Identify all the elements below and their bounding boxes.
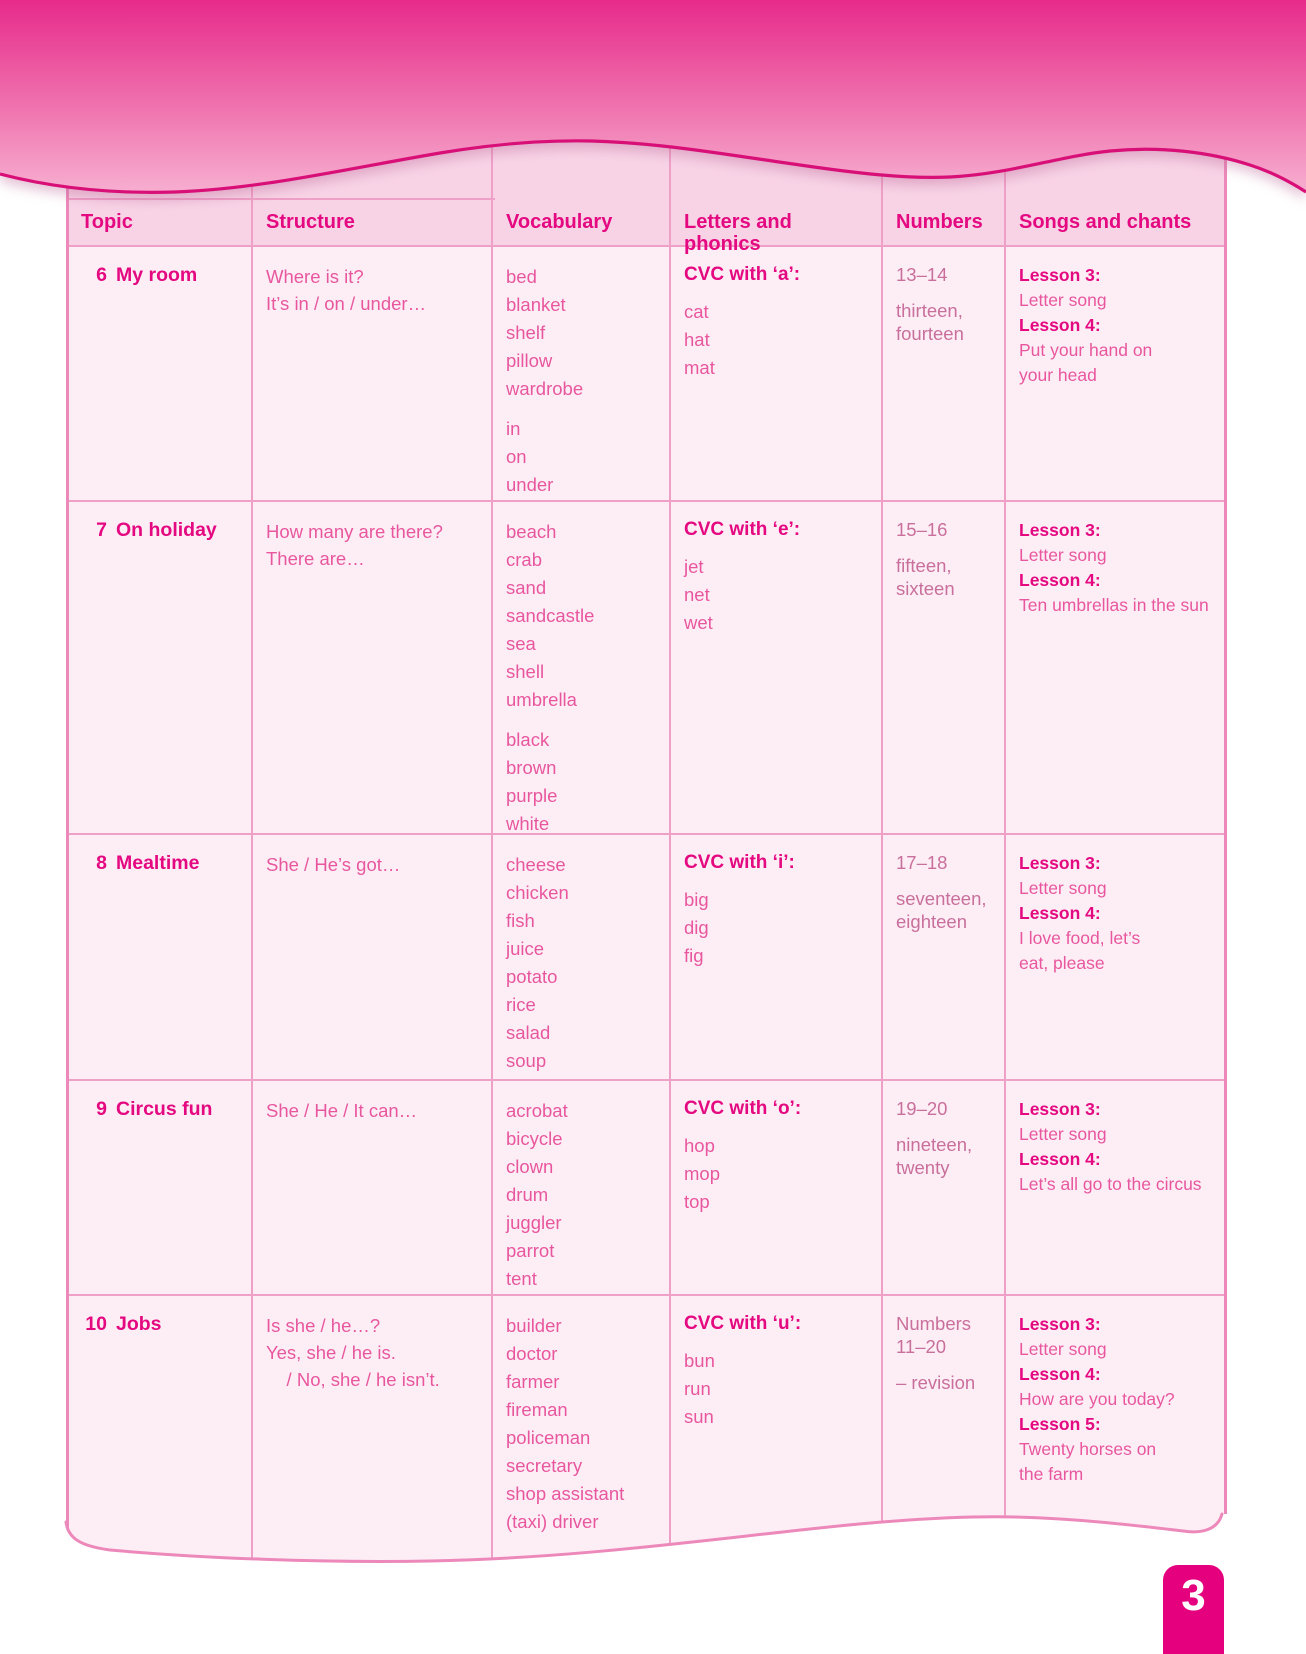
songs-cell [1006, 502, 1226, 833]
topic-cell [68, 502, 253, 833]
vocab-item: bicycle [506, 1128, 563, 1149]
structure-line: Where is it? [266, 266, 364, 287]
column-header-structure: Structure [253, 200, 493, 245]
songs-cell [1006, 835, 1226, 1079]
vocab-item: bed [506, 266, 537, 287]
numbers-word: fifteen, [896, 555, 952, 576]
vocab-item: chicken [506, 882, 569, 903]
phonics-word: mop [684, 1163, 720, 1184]
phonics-word: mat [684, 357, 715, 378]
vocab-item: parrot [506, 1240, 555, 1261]
structure-cell [253, 835, 493, 1079]
numbers-cell [883, 502, 1006, 833]
numbers-word: sixteen [896, 578, 955, 599]
song-line: eat, please [1019, 953, 1105, 973]
numbers-range: 17–18 [896, 852, 948, 873]
topic-label: My room [116, 264, 198, 286]
table-row [68, 1079, 1226, 1294]
topic-number: 7 [96, 519, 107, 541]
numbers-cell [883, 247, 1006, 500]
song-line: Put your hand on [1019, 340, 1153, 360]
vocabulary-cell [493, 835, 671, 1079]
song-line: Twenty horses on [1019, 1439, 1157, 1459]
song-lesson-label: Lesson 3: [1019, 520, 1101, 540]
vocab-item: acrobat [506, 1100, 568, 1121]
vocab-item: shelf [506, 322, 546, 343]
structure-line: Is she / he…? [266, 1315, 381, 1336]
phonics-words [684, 1132, 871, 1216]
structure-cell [253, 1081, 493, 1294]
song-lesson-label: Lesson 3: [1019, 1314, 1101, 1334]
vocab-item: beach [506, 521, 557, 542]
structure-line: She / He / It can… [266, 1100, 418, 1121]
numbers-range: 11–20 [896, 1336, 947, 1357]
numbers-word: nineteen, [896, 1134, 973, 1155]
vocab-item: crab [506, 549, 542, 570]
phonics-word: cat [684, 301, 709, 322]
song-line: Let’s all go to the circus [1019, 1174, 1202, 1194]
topic-number: 10 [85, 1313, 107, 1335]
page-tab [1163, 1565, 1224, 1654]
numbers-word: seventeen, [896, 888, 987, 909]
phonics-word: wet [684, 612, 713, 633]
structure-line: It’s in / on / under… [266, 293, 427, 314]
phonics-word: big [684, 889, 709, 910]
phonics-title: CVC with ‘u’: [684, 1313, 802, 1334]
vocab-item: sea [506, 633, 536, 654]
vocab-item: salad [506, 1022, 551, 1043]
song-line: Letter song [1019, 878, 1107, 898]
structure-line: How many are there? [266, 521, 443, 542]
numbers-range: Numbers [896, 1313, 972, 1334]
vocabulary-cell [493, 1081, 671, 1294]
vocab-item: pillow [506, 350, 553, 371]
topic-cell [68, 1081, 253, 1294]
structure-line: Yes, she / he is. [266, 1342, 396, 1363]
phonics-word: sun [684, 1406, 714, 1427]
vocab-group [506, 851, 659, 1075]
vocab-group [506, 726, 659, 838]
vocab-item: policeman [506, 1427, 591, 1448]
vocab-item: doctor [506, 1343, 558, 1364]
song-lesson-label: Lesson 3: [1019, 1099, 1101, 1119]
vocab-group [506, 263, 659, 403]
vocab-item: juice [506, 938, 545, 959]
numbers-word: thirteen, [896, 300, 963, 321]
vocab-item: builder [506, 1315, 562, 1336]
song-line: Letter song [1019, 1124, 1107, 1144]
column-header-letters-and-phonics: Letters and phonics [671, 200, 883, 245]
song-lesson-label: Lesson 4: [1019, 1364, 1101, 1384]
vocab-item: purple [506, 785, 558, 806]
numbers-words [896, 1133, 994, 1179]
vocab-item: drum [506, 1184, 549, 1205]
vocab-item: clown [506, 1156, 554, 1177]
numbers-word: – revision [896, 1372, 976, 1393]
song-lesson-label: Lesson 4: [1019, 1149, 1101, 1169]
topic-label: Jobs [116, 1313, 162, 1335]
numbers-word: eighteen [896, 911, 967, 932]
topic-cell [68, 247, 253, 500]
song-lesson-label: Lesson 3: [1019, 265, 1101, 285]
vocab-group [506, 415, 659, 499]
topic-label: Mealtime [116, 852, 200, 874]
song-lesson-label: Lesson 4: [1019, 315, 1101, 335]
vocab-item: sand [506, 577, 547, 598]
vocab-item: juggler [506, 1212, 562, 1233]
vocabulary-cell [493, 247, 671, 500]
column-header-vocabulary: Vocabulary [493, 200, 671, 245]
vocab-item: soup [506, 1050, 547, 1071]
vocab-item: fish [506, 910, 535, 931]
phonics-word: hop [684, 1135, 715, 1156]
vocabulary-cell [493, 502, 671, 833]
phonics-title: CVC with ‘e’: [684, 519, 801, 540]
phonics-words [684, 553, 871, 637]
header-wave-shape [0, 0, 1306, 240]
vocab-item: cheese [506, 854, 566, 875]
numbers-range: 19–20 [896, 1098, 948, 1119]
vocab-item: tent [506, 1268, 537, 1289]
phonics-cell [671, 502, 883, 833]
phonics-word: hat [684, 329, 710, 350]
song-line: the farm [1019, 1464, 1084, 1484]
song-lesson-label: Lesson 5: [1019, 1414, 1101, 1434]
vocab-item: (taxi) driver [506, 1511, 599, 1532]
phonics-word: run [684, 1378, 711, 1399]
structure-line: She / He’s got… [266, 854, 401, 875]
vocab-item: shell [506, 661, 545, 682]
phonics-word: bun [684, 1350, 715, 1371]
phonics-word: fig [684, 945, 704, 966]
syllabus-table [68, 138, 1226, 1624]
topic-number: 6 [96, 264, 107, 286]
numbers-words [896, 299, 994, 345]
header-wave [0, 0, 1306, 240]
song-lesson-label: Lesson 4: [1019, 903, 1101, 923]
phonics-words [684, 886, 871, 970]
song-line: Letter song [1019, 1339, 1107, 1359]
song-line: Letter song [1019, 545, 1107, 565]
vocab-item: under [506, 474, 554, 495]
vocab-item: umbrella [506, 689, 577, 710]
table-right-border [1224, 150, 1227, 1518]
phonics-title: CVC with ‘o’: [684, 1098, 802, 1119]
vocab-group [506, 518, 659, 714]
numbers-words [896, 554, 994, 600]
phonics-title: CVC with ‘i’: [684, 852, 795, 873]
vocab-item: potato [506, 966, 558, 987]
topic-number: 9 [96, 1098, 107, 1120]
topic-label: On holiday [116, 519, 217, 541]
phonics-title: CVC with ‘a’: [684, 264, 801, 285]
vocab-item: secretary [506, 1455, 583, 1476]
phonics-word: dig [684, 917, 709, 938]
structure-line: There are… [266, 548, 365, 569]
table-left-border [66, 150, 69, 1528]
vocab-item: black [506, 729, 550, 750]
numbers-cell [883, 835, 1006, 1079]
song-line: I love food, let’s [1019, 928, 1141, 948]
phonics-word: top [684, 1191, 710, 1212]
page-number: 3 [1181, 1571, 1206, 1620]
numbers-range: 13–14 [896, 264, 948, 285]
phonics-words [684, 298, 871, 382]
table-bottom-wave [0, 1480, 1306, 1654]
topic-label: Circus fun [116, 1098, 213, 1120]
numbers-words [896, 887, 994, 933]
topic-number: 8 [96, 852, 107, 874]
vocab-item: shop assistant [506, 1483, 625, 1504]
topic-cell [68, 835, 253, 1079]
phonics-cell [671, 835, 883, 1079]
phonics-cell [671, 1081, 883, 1294]
table-row [68, 500, 1226, 833]
song-line: Ten umbrellas in the sun [1019, 595, 1209, 615]
numbers-word: twenty [896, 1157, 950, 1178]
phonics-words [684, 1347, 871, 1431]
vocab-item: white [506, 813, 550, 834]
structure-line: / No, she / he isn’t. [266, 1369, 440, 1390]
table-row [68, 833, 1226, 1079]
phonics-cell [671, 247, 883, 500]
songs-cell [1006, 247, 1226, 500]
vocab-item: blanket [506, 294, 566, 315]
song-lesson-label: Lesson 4: [1019, 570, 1101, 590]
numbers-word: fourteen [896, 323, 964, 344]
vocab-item: sandcastle [506, 605, 595, 626]
song-line: your head [1019, 365, 1097, 385]
structure-cell [253, 502, 493, 833]
vocab-item: brown [506, 757, 557, 778]
vocab-item: farmer [506, 1371, 560, 1392]
numbers-words [896, 1371, 994, 1394]
numbers-range: 15–16 [896, 519, 948, 540]
column-header-numbers: Numbers [883, 200, 1006, 245]
songs-cell [1006, 1081, 1226, 1294]
phonics-word: net [684, 584, 710, 605]
column-header-songs-and-chants: Songs and chants [1019, 211, 1192, 233]
phonics-word: jet [684, 556, 704, 577]
song-line: How are you today? [1019, 1389, 1175, 1409]
vocab-group [506, 1097, 659, 1293]
column-header-topic: Topic [68, 200, 253, 245]
vocab-item: in [506, 418, 521, 439]
vocab-item: rice [506, 994, 536, 1015]
vocab-item: wardrobe [506, 378, 584, 399]
structure-cell [253, 247, 493, 500]
vocab-item: on [506, 446, 527, 467]
table-row [68, 245, 1226, 500]
song-lesson-label: Lesson 3: [1019, 853, 1101, 873]
vocab-item: fireman [506, 1399, 568, 1420]
song-line: Letter song [1019, 290, 1107, 310]
numbers-cell [883, 1081, 1006, 1294]
